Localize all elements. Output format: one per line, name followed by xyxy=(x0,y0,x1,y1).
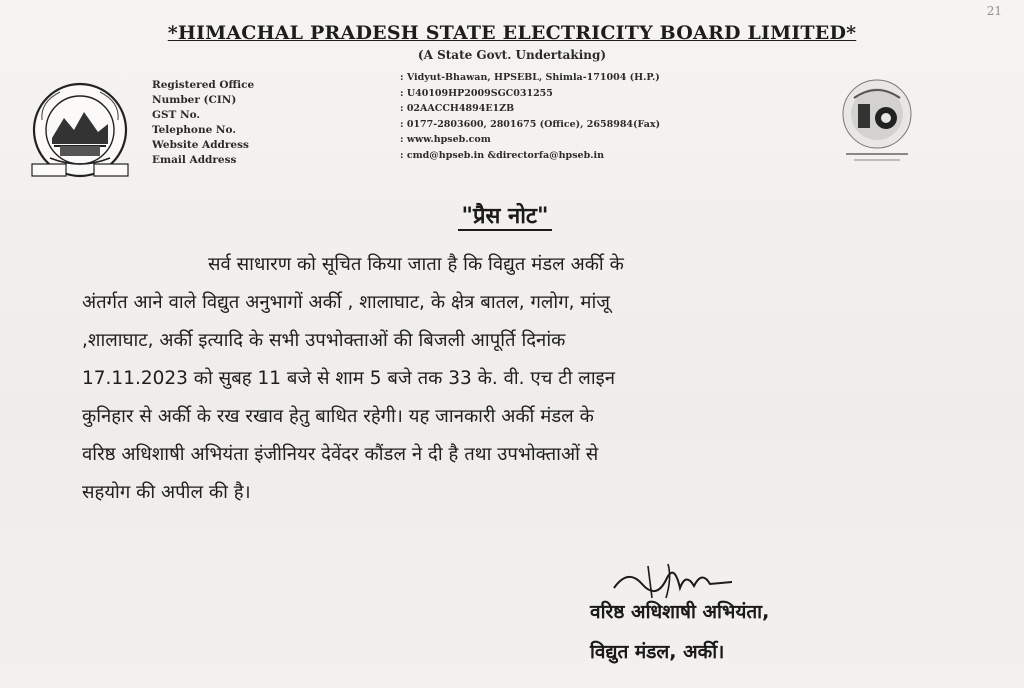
label-cin: Number (CIN) xyxy=(152,94,237,106)
label-gst: GST No. xyxy=(152,109,201,121)
body-line: ,शालाघाट, अर्की इत्यादि के सभी उपभोक्ताओं की बिजली आपूर्ति दिनांक xyxy=(82,330,566,351)
undertaking-subtitle: (A State Govt. Undertaking) xyxy=(417,48,607,62)
body-line: 17.11.2023 को सुबह 11 बजे से शाम 5 बजे तक 33 के. वी. एच टी लाइन xyxy=(82,368,615,389)
board-name: *HIMACHAL PRADESH STATE ELECTRICITY BOARD LIMITED* xyxy=(167,22,857,44)
label-telephone: Telephone No. xyxy=(152,124,236,136)
value-telephone: : 0177-2803600, 2801675 (Office), 2658984(Fax) xyxy=(400,118,661,130)
label-website: Website Address xyxy=(152,139,249,151)
body-line: अंतर्गत आने वाले विद्युत अनुभागों अर्की , शालाघाट, के क्षेत्र बातल, गलोग, मांजू xyxy=(82,292,610,313)
press-note-title: "प्रैस नोट" xyxy=(458,204,553,231)
body-line: सहयोग की अपील की है। xyxy=(82,482,251,503)
value-website: : www.hpseb.com xyxy=(400,134,491,145)
value-cin: : U40109HP2009SGC031255 xyxy=(400,87,553,99)
signatory-office: विद्युत मंडल, अर्की। xyxy=(590,641,725,663)
signature-block xyxy=(590,592,769,672)
value-gst: : 02AACCH4894E1ZB xyxy=(400,103,515,114)
press-note-body xyxy=(82,246,962,512)
press-note-heading xyxy=(0,200,1010,230)
body-line: कुनिहार से अर्की के रख रखाव हेतु बाधित रहेगी। यह जानकारी अर्की मंडल के xyxy=(82,406,594,427)
body-line: वरिष्ठ अधिशाषी अभियंता इंजीनियर देवेंदर कौंडल ने दी है तथा उपभोक्ताओं से xyxy=(82,444,599,465)
corner-page-mark: 21 xyxy=(986,4,1002,18)
board-title xyxy=(0,22,1024,44)
board-emblem-logo xyxy=(30,80,130,180)
label-email: Email Address xyxy=(152,154,237,166)
value-registered-office: : Vidyut-Bhawan, HPSEBL, Shimla-171004 (H.P.) xyxy=(400,72,660,83)
value-email: : cmd@hpseb.in &directorfa@hpseb.in xyxy=(400,149,605,161)
body-line: सर्व साधारण को सूचित किया जाता है कि विद्युत मंडल अर्की के xyxy=(208,254,624,275)
letterhead-labels xyxy=(152,78,254,168)
letterhead-values xyxy=(400,70,660,163)
anniversary-logo xyxy=(824,74,930,164)
signatory-designation: वरिष्ठ अधिशाषी अभियंता, xyxy=(590,601,770,623)
label-registered-office: Registered Office xyxy=(152,79,255,91)
